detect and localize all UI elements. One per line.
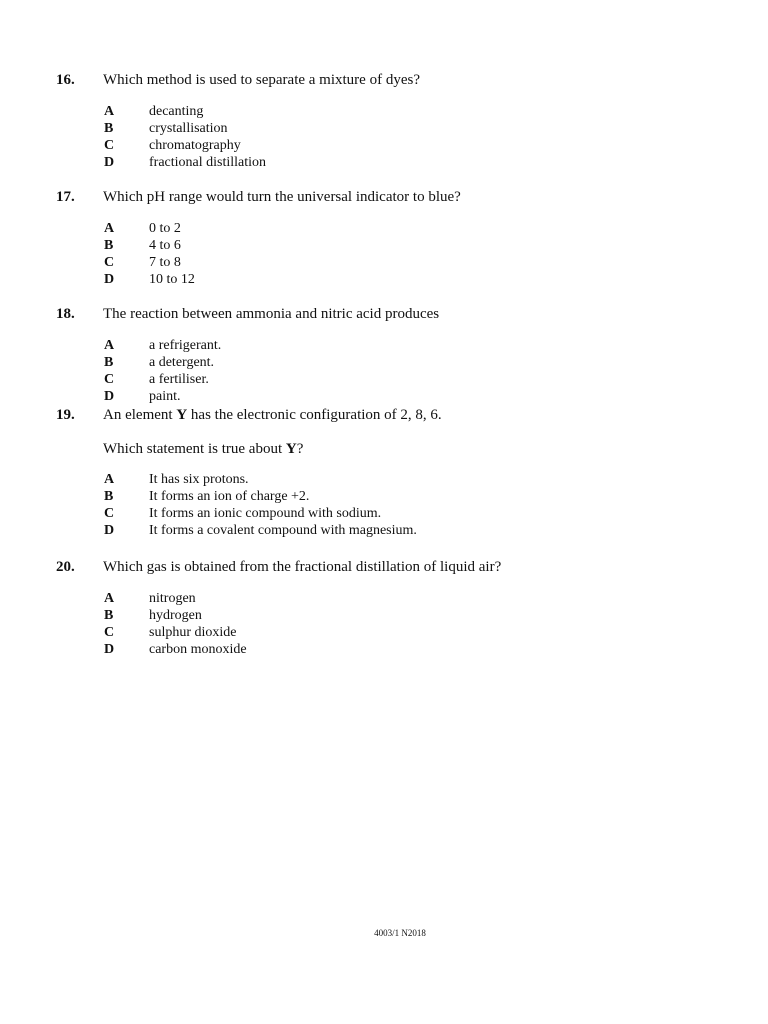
option-letter: C	[104, 506, 115, 521]
option-text: nitrogen	[149, 591, 196, 606]
option-letter: C	[104, 372, 115, 387]
option-text: a detergent.	[149, 355, 215, 370]
option-text: fractional distillation	[149, 155, 267, 170]
option-text: 4 to 6	[149, 238, 181, 253]
element-symbol: Y	[176, 407, 188, 423]
option-letter: B	[104, 489, 114, 504]
answer-options	[0, 220, 768, 288]
option-text: 0 to 2	[149, 221, 181, 236]
option-d[interactable]	[0, 522, 768, 539]
option-text: It forms a covalent compound with magnesium.	[149, 523, 417, 538]
option-a[interactable]	[0, 337, 768, 354]
answer-options	[0, 337, 768, 405]
option-letter: B	[104, 608, 114, 623]
option-letter: A	[104, 221, 115, 236]
question-number: 19.	[56, 407, 75, 423]
option-b[interactable]	[0, 354, 768, 371]
option-a[interactable]	[0, 471, 768, 488]
question-text: An element Y has the electronic configuration of 2, 8, 6.	[103, 407, 442, 423]
option-d[interactable]	[0, 271, 768, 288]
option-d[interactable]	[0, 641, 768, 658]
option-text: a fertiliser.	[149, 372, 209, 387]
option-letter: C	[104, 138, 115, 153]
option-text: It has six protons.	[149, 472, 249, 487]
option-letter: D	[104, 272, 115, 287]
option-letter: D	[104, 642, 115, 657]
option-text: It forms an ionic compound with sodium.	[149, 506, 382, 521]
answer-options	[0, 590, 768, 658]
option-letter: B	[104, 355, 114, 370]
option-letter: A	[104, 591, 115, 606]
option-text: carbon monoxide	[149, 642, 247, 657]
option-letter: D	[104, 523, 115, 538]
question-17	[0, 187, 768, 288]
option-a[interactable]	[0, 103, 768, 120]
question-number: 17.	[56, 189, 75, 205]
element-symbol: Y	[285, 441, 297, 457]
option-text: chromatography	[149, 138, 241, 153]
option-letter: D	[104, 155, 115, 170]
option-letter: A	[104, 472, 115, 487]
option-letter: A	[104, 338, 115, 353]
question-text: Which gas is obtained from the fractional distillation of liquid air?	[103, 559, 502, 575]
option-letter: C	[104, 625, 115, 640]
question-18	[0, 304, 768, 405]
option-text: 7 to 8	[149, 255, 181, 270]
option-a[interactable]	[0, 220, 768, 237]
question-number: 20.	[56, 559, 75, 575]
question-20	[0, 557, 768, 658]
option-letter: D	[104, 389, 115, 404]
question-text: The reaction between ammonia and nitric acid produces	[103, 306, 440, 322]
option-letter: A	[104, 104, 115, 119]
option-letter: B	[104, 238, 114, 253]
option-c[interactable]	[0, 137, 768, 154]
option-letter: B	[104, 121, 114, 136]
option-c[interactable]	[0, 624, 768, 641]
option-text: decanting	[149, 104, 204, 119]
option-text: paint.	[149, 389, 181, 404]
option-c[interactable]	[0, 505, 768, 522]
question-16	[0, 70, 768, 171]
option-text: 10 to 12	[149, 272, 195, 287]
option-d[interactable]	[0, 388, 768, 405]
option-text: sulphur dioxide	[149, 625, 237, 640]
question-number: 18.	[56, 306, 75, 322]
option-c[interactable]	[0, 254, 768, 271]
option-text: crystallisation	[149, 121, 228, 136]
option-d[interactable]	[0, 154, 768, 171]
option-b[interactable]	[0, 488, 768, 505]
option-c[interactable]	[0, 371, 768, 388]
question-number: 16.	[56, 72, 75, 88]
option-b[interactable]	[0, 120, 768, 137]
question-subtext: Which statement is true about Y?	[103, 441, 304, 457]
option-text: It forms an ion of charge +2.	[149, 489, 310, 504]
option-b[interactable]	[0, 607, 768, 624]
page-footer-code: 4003/1 N2018	[374, 928, 426, 938]
question-text: Which method is used to separate a mixture of dyes?	[103, 72, 420, 88]
answer-options	[0, 471, 768, 539]
option-text: a refrigerant.	[149, 338, 222, 353]
option-b[interactable]	[0, 237, 768, 254]
question-19	[0, 405, 768, 539]
question-text: Which pH range would turn the universal indicator to blue?	[103, 189, 461, 205]
answer-options	[0, 103, 768, 171]
option-letter: C	[104, 255, 115, 270]
option-a[interactable]	[0, 590, 768, 607]
option-text: hydrogen	[149, 608, 202, 623]
